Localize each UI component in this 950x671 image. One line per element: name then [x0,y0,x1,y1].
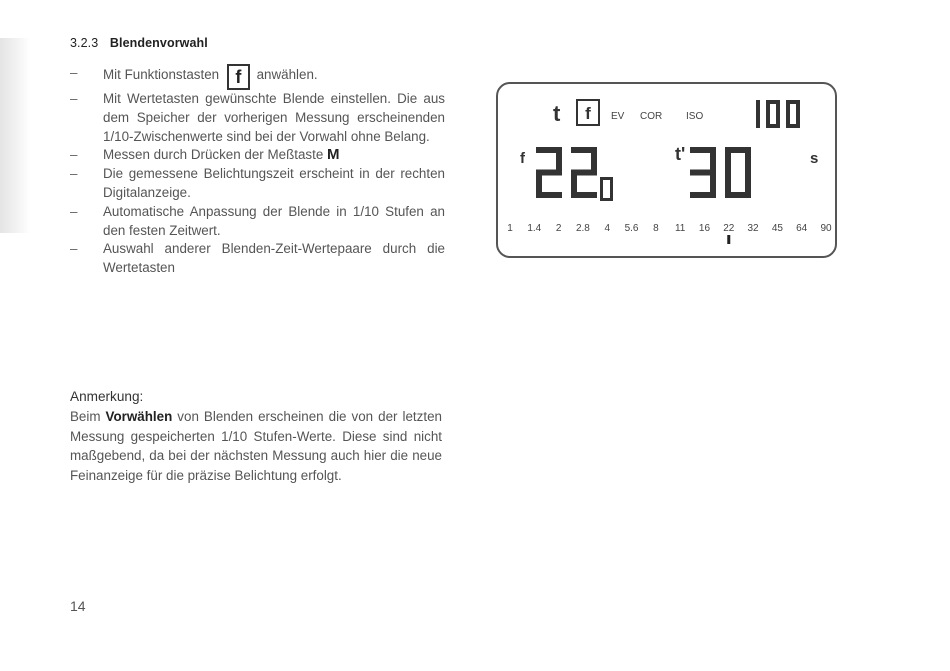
step-text: Auswahl anderer Blenden-Zeit-Wertepaare durch die Wertetasten [103,241,445,276]
lcd-aperture-tenth-digit [600,177,613,201]
lcd-scale-tick-label: 2 [555,223,562,234]
lcd-scale-tick-label: 5.6 [624,223,639,234]
list-item [70,203,445,241]
lcd-segment [536,170,562,176]
list-item [70,240,445,278]
section-number: 3.2.3 [70,36,99,50]
instruction-list [70,64,445,278]
step-text: anwählen. [256,67,318,82]
lcd-cor-label: COR [640,111,663,122]
lcd-segment [610,177,613,189]
lcd-segment [571,170,597,176]
lcd-f-label: f [520,150,525,167]
step-text: Mit Funktionstasten [103,67,220,82]
lcd-display-graphic [498,84,839,260]
lcd-segment [591,147,597,173]
section-heading [70,36,208,50]
lcd-segment [786,114,790,128]
lcd-aperture-scale [507,223,832,244]
list-dash: – [70,91,78,106]
list-item [70,165,445,203]
list-dash: – [70,166,78,182]
lcd-scale-tick-label: 16 [698,223,711,234]
lcd-scale-tick-label: 4 [604,223,611,234]
list-dash: – [70,65,78,80]
section-title: Blendenvorwahl [109,36,208,50]
step-text: Automatische Anpassung der Blende in 1/10 Stufen an den festen Zeitwert. [103,203,445,238]
list-dash: – [70,203,78,219]
function-key-f-icon: f [227,64,250,90]
lcd-aperture-digits [536,147,597,198]
lcd-scale-tick-label: 11 [674,223,686,234]
step-text: Die gemessene Belichtungszeit erscheint in der rechten Digitalanzeige. [103,166,445,200]
lcd-segment [796,100,800,114]
lcd-ev-label: EV [611,111,625,122]
lcd-segment [776,100,780,114]
aperture-digit [536,147,562,198]
lcd-time-digits [690,147,751,198]
lcd-scale-tick-label: 22 [723,223,735,234]
lcd-display-panel [496,82,837,258]
lcd-segment [745,147,751,173]
lcd-segment [786,100,790,114]
note-text: Beim [70,409,101,424]
list-dash: – [70,241,78,257]
note-body [70,407,442,485]
lcd-scale-tick-label: 32 [747,223,759,234]
iso-digit [756,100,760,128]
lcd-time-label: t' [675,144,686,164]
lcd-segment [600,177,603,189]
time-digit [690,147,716,198]
lcd-segment [690,192,716,198]
note-emphasis: Vorwählen [105,409,173,424]
lcd-segment [756,114,760,128]
lcd-scale-tick-label: 1 [507,223,513,234]
list-dash: – [70,147,78,163]
note-title: Anmerkung: [70,389,144,404]
step-text: Messen durch Drücken der Meßtaste [103,147,324,163]
lcd-segment [725,173,731,199]
lcd-segment [690,170,716,176]
lcd-unit-label: s [810,150,819,167]
scan-edge-shadow [0,38,30,233]
page-number: 14 [70,598,86,614]
lcd-scale-tick-label: 8 [653,223,659,234]
iso-digit [786,100,800,128]
lcd-scale-tick-label: 2.8 [575,223,590,234]
lcd-segment [571,173,577,199]
lcd-mode-t: t [553,101,561,126]
lcd-scale-tick-label: 64 [796,223,808,234]
measure-key-label: M [327,146,340,164]
lcd-mode-f: f [585,104,591,123]
list-item [70,64,445,90]
lcd-segment [766,114,770,128]
aperture-tenth-digit [600,177,613,201]
aperture-digit [571,147,597,198]
lcd-segment [536,173,542,199]
lcd-scale-tick-label: 1.4 [527,223,542,234]
step-text: Mit Wertetasten gewünschte Blende einstellen. Die aus dem Speicher der vorherigen Messung erscheinenden 1/10-Zwischenwerte sind bei der Vorwahl ohne Belang. [103,91,445,144]
list-item [70,90,445,146]
lcd-segment [600,189,603,201]
lcd-segment [766,100,770,114]
lcd-scale-marker [727,235,730,244]
lcd-segment [710,147,716,173]
lcd-iso-label: ISO [686,111,704,122]
note-text: von Blenden erscheinen die von der letzten Messung gespeicherten 1/10 Stufen-Werte. Diese sind nicht maßgebend, da bei der nächsten Messung auch hier die neue Feinanzeige für die präzise Belichtung erfolgt. [70,409,442,483]
lcd-iso-value-digits [756,100,800,128]
time-digit [725,147,751,198]
lcd-segment [756,100,760,114]
lcd-segment [725,147,731,173]
list-item [70,146,445,165]
lcd-segment [556,147,562,173]
iso-digit [766,100,780,128]
lcd-scale-tick-label: 90 [820,223,832,234]
lcd-scale-tick-label: 45 [771,223,783,234]
